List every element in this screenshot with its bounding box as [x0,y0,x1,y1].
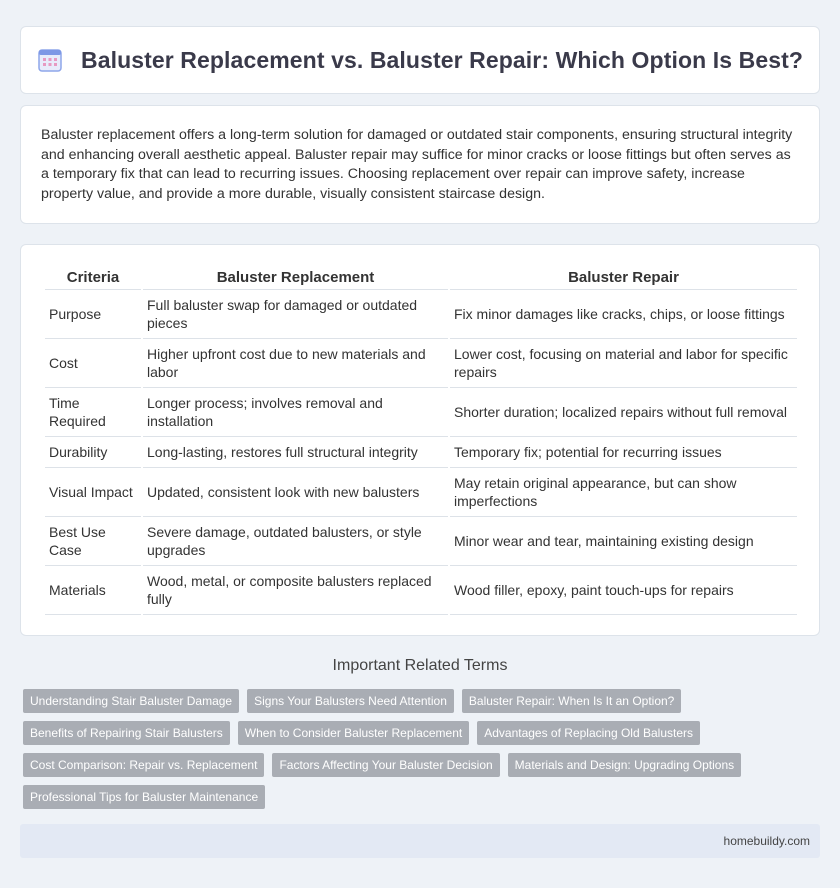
criteria-cell: Best Use Case [45,517,141,566]
header-criteria: Criteria [45,266,141,290]
related-term-tag[interactable]: Materials and Design: Upgrading Options [508,753,741,777]
related-term-tag[interactable]: Factors Affecting Your Baluster Decision [272,753,499,777]
comparison-table [43,266,799,615]
header-repair: Baluster Repair [450,266,797,290]
replacement-cell: Higher upfront cost due to new materials and labor [143,339,448,388]
criteria-cell: Time Required [45,388,141,437]
replacement-cell: Updated, consistent look with new balusters [143,468,448,517]
intro-card [20,105,820,224]
related-terms-list [23,689,823,817]
title-card [20,26,820,94]
page-title: Baluster Replacement vs. Baluster Repair: Which Option Is Best? [80,46,804,73]
repair-cell: Lower cost, focusing on material and labor for specific repairs [450,339,797,388]
footer [20,824,820,858]
related-term-tag[interactable]: Understanding Stair Baluster Damage [23,689,239,713]
site-name: homebuildy.com [723,834,810,848]
related-term-tag[interactable]: Professional Tips for Baluster Maintenance [23,785,265,809]
table-row [45,290,797,339]
replacement-cell: Full baluster swap for damaged or outdated pieces [143,290,448,339]
repair-cell: May retain original appearance, but can show imperfections [450,468,797,517]
criteria-cell: Purpose [45,290,141,339]
replacement-cell: Wood, metal, or composite balusters replaced fully [143,566,448,615]
related-term-tag[interactable]: Cost Comparison: Repair vs. Replacement [23,753,264,777]
related-term-tag[interactable]: Signs Your Balusters Need Attention [247,689,454,713]
replacement-cell: Longer process; involves removal and installation [143,388,448,437]
repair-cell: Wood filler, epoxy, paint touch-ups for repairs [450,566,797,615]
criteria-cell: Durability [45,437,141,468]
header-replacement: Baluster Replacement [143,266,448,290]
related-term-tag[interactable]: Baluster Repair: When Is It an Option? [462,689,681,713]
repair-cell: Temporary fix; potential for recurring issues [450,437,797,468]
table-row [45,339,797,388]
criteria-cell: Visual Impact [45,468,141,517]
table-row [45,388,797,437]
repair-cell: Shorter duration; localized repairs without full removal [450,388,797,437]
repair-cell: Fix minor damages like cracks, chips, or loose fittings [450,290,797,339]
criteria-cell: Cost [45,339,141,388]
criteria-cell: Materials [45,566,141,615]
related-terms-title: Important Related Terms [332,657,508,674]
related-term-tag[interactable]: Advantages of Replacing Old Balusters [477,721,700,745]
table-row [45,468,797,517]
comparison-table-card [20,244,820,636]
replacement-cell: Long-lasting, restores full structural integrity [143,437,448,468]
table-row [45,517,797,566]
calendar-grid-icon [37,47,63,73]
table-row [45,566,797,615]
related-term-tag[interactable]: Benefits of Repairing Stair Balusters [23,721,230,745]
replacement-cell: Severe damage, outdated balusters, or style upgrades [143,517,448,566]
intro-text: Baluster replacement offers a long-term solution for damaged or outdated stair components, ensuring structural integrity and enhancing overall aesthetic appeal. Baluster repair may suffice for minor cracks or loose fittings but often serves as a temporary fix that can lead to recurring issues. Choosing replacement over repair can improve safety, increase property value, and provide a more durable, visually consistent staircase design. [41,127,793,202]
repair-cell: Minor wear and tear, maintaining existing design [450,517,797,566]
related-term-tag[interactable]: When to Consider Baluster Replacement [238,721,469,745]
table-row [45,437,797,468]
